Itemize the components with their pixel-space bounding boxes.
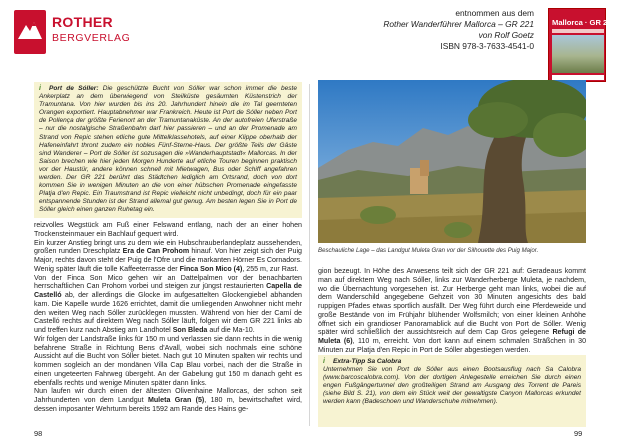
source-info: [304, 8, 534, 52]
info-icon: i: [323, 358, 325, 365]
left-paragraph: Nun laufen wir durch einen der ältesten Olivenhaine Mallorcas, der schon seit Jahrhunderten von dem Landgut Muleta Gran (5), 180 m, bewirtschaftet wird, dessen imposanter Wehrturm bereits 1592 am Rande des Hains ge-: [34, 387, 303, 413]
place-muleta-gran: Muleta Gran (5): [147, 396, 205, 404]
brand-sub: BERGVERLAG: [52, 32, 131, 44]
cover-title: Mallorca · GR 221: [552, 18, 616, 27]
tip-text: Unternehmen Sie von Port de Sóller aus einen Bootsausflug nach Sa Calobra (www.barcoscalobra.com). Von der dortigen Anlegestelle erreichen Sie durch einen engen Fußgängertunnel den großteiligen Strand am Ausgang des Torrent de Pareis (siehe Bild S. 21), von dem ein Stück weit der gewaltigste Canyon Mallorcas erkundet werden kann (Badeschoen und Wanderschuhe mitnehmen).: [323, 366, 581, 406]
photo-illustration: [318, 80, 586, 243]
page-number-right: 99: [574, 429, 583, 438]
right-paragraph: gion bezeugt. In Höhe des Anwesens teilt sich der GR 221 auf: Geradeaus kommt man auf direktem Weg nach Sóller, links zur Wanderherberge Muleta, je nachdem, wo die Übernachtung vorgesehen ist. Zur Herberge geht man links, wobei die auf dem Wanderschild angegebene Gehzeit von 30 Minuten angesichts des bald ruppigen Pfades etwas sportlich ausfällt. Der Weg führt durch eine Pferdeweide und große Bestände von im Frühjahr blühender Wolfsmilch; von einer kleinen Anhöhe öffnet sich ein grandioser Panoramablick auf die Bucht von Port de Sóller. Wenig später wird schließlich der aussichtsreich auf dem Cap Gros gelegene Refugi de Muleta (6), 110 m, erreicht. Von dort kann auf einem schmalen Sträßchen in 30 Minuten zur Platja d'en Repic in Port de Sóller abgestiegen werden.: [318, 267, 587, 354]
mountain-icon: [14, 10, 46, 54]
tip-box-sa-calobra: [318, 355, 586, 427]
info-paragraph: [39, 85, 297, 215]
place-finca-son-mico: Finca Son Mico (4): [179, 264, 243, 273]
book-cover: [548, 8, 616, 82]
place-refugi-de-muleta: Refugi de Muleta (6): [318, 328, 586, 345]
page-number-left: 98: [34, 429, 43, 438]
brand-name: ROTHER: [52, 14, 113, 30]
landscape-photo: [318, 80, 586, 243]
place-son-bleda: Son Bleda: [172, 326, 208, 334]
source-line-3: von Rolf Goetz: [478, 30, 534, 40]
left-paragraph: Wir folgen der Landstraße links für 150 m und verlassen sie dann rechts in die wenig befahrene Straße in Richtung Bens d'Avall, wobei sich nochmals eine schöne Aussicht auf die Bucht von Sóller bietet. Nach gut 10 Minuten spalten wir rechts und kommen sogleich an der mondänen Villa Cap Blau vorbei, nach der die Straße in einen ungeteerten Fahrweg übergeht. An der Gabelung gut 150 m danach geht es ebenfalls rechts und wenige Minuten später dann links.: [34, 334, 302, 387]
cover-subtitle-bar: [552, 29, 604, 33]
left-paragraph: reizvolles Wegstück am Fuß einer Felswand entlang, nach der an einer hohen Trockensteinmauer ein Bachlauf gequert wird.: [34, 221, 302, 238]
source-isbn: ISBN 978-3-7633-4541-0: [440, 41, 534, 51]
left-paragraph: Ein kurzer Anstieg bringt uns zu dem wie ein Hubschrauberlandeplatz aussehenden, großen runden Dreschplatz Era de Can Prohom hinauf. Von hier zeigt sich der Puig Major, rechts davon steht der Puig de l'Ofre und die markanten Hörner Es Cornadors. Wenig später läuft die tolle Kaffeeterrasse der Finca Son Mico (4), 255 m, zur Rast.: [34, 238, 302, 273]
place-era-de-can-prohom: Era de Can Prohom: [122, 247, 190, 256]
info-text: Die geschützte Bucht von Sóller war schon immer die beste Ankerplatz an dem überwiegend von Steilküste gesäumten Küstenstrich der Tramuntana. Von hier wurden bis ins 20. Jahrhundert hinein die im Tal geernteten Orangen exportiert. Hauptabnehmer war Frankreich. Heute ist Port de Sóller neben Port de Pollença der größte Ferienort an der Tramuntanaküste. An der autofreien Uferstraße – nur die nostalgische Straßenbahn darf hier passieren – und an der Promenade am Strand von Repic stehen etliche gute Mittelklassehotels, auf einer Klippe oberhalb der Hafeneinfahrt thront zudem ein nobles Fünf-Sterne-Haus. Der größte Teils der Gäste sind Wanderer – Port de Sóller ist sozusagen die »Wanderhauptstadt« Mallorcas. In der Saison brechen wie hier jeden Morgen Hunderte auf etliche Touren beginnen praktisch vor der Haustür, andere können schnell mit Mietwagen, Bus oder Schiff angefahren werden. Der GR 221 berührt das Städtchen lediglich am Ortsrand, doch von dort kommen Sie in wenigen Minuten an die von einer hübschen Promenade eingefasste Platja d'en Repic. Ein Traumstrand ist Repic vielleicht nicht unbedingt, doch für ein paar entspannende Stunden ist der Strand allemal gut genug. Am besten legen Sie in Port de Sóller gleich einen ganzen Ruhetag ein.: [39, 85, 297, 214]
cover-image: [552, 35, 604, 73]
page-gutter: [309, 84, 310, 426]
info-title: Port de Sóller:: [49, 85, 99, 92]
left-body-text: [34, 221, 302, 414]
left-paragraph: Von der Finca Son Mico gehen wir an Dattelpalmen vor der benachbarten herrschaftlichen Can Prohom vorbei und steigen zur jüngst restaurierten Capella de Castelló ab, der allerdings die Glocke im aufgesattelten Glockengiebel abhanden kam. Die Kapelle wurde 1626 errichtet, damit die umliegenden Anwohner nicht mehr den weiten Weg nach Sóller zurücklegen mussten. Während von hier der Camí de Castelló rechts auf direktem Weg nach Sóller läuft, folgen wir dem GR 221 links ab und treffen kurz nach Abstieg am Landhotel Son Bleda auf die Ma-10.: [34, 273, 302, 334]
right-body-text: [318, 267, 586, 355]
rother-logo: [14, 10, 134, 62]
source-line-2: Rother Wanderführer Mallorca – GR 221: [383, 19, 534, 29]
tip-title: Extra-Tipp Sa Calobra: [333, 358, 402, 365]
info-icon: i: [39, 85, 41, 92]
source-line-1: entnommen aus dem: [455, 8, 534, 18]
place-capella-de-castello: Capella de Castelló: [34, 282, 302, 299]
photo-caption: Beschauliche Lage – das Landgut Muleta Gran vor der Silhouette des Puig Major.: [318, 247, 539, 254]
info-box-port-de-soller: [34, 82, 302, 218]
tip-heading: [323, 358, 581, 366]
